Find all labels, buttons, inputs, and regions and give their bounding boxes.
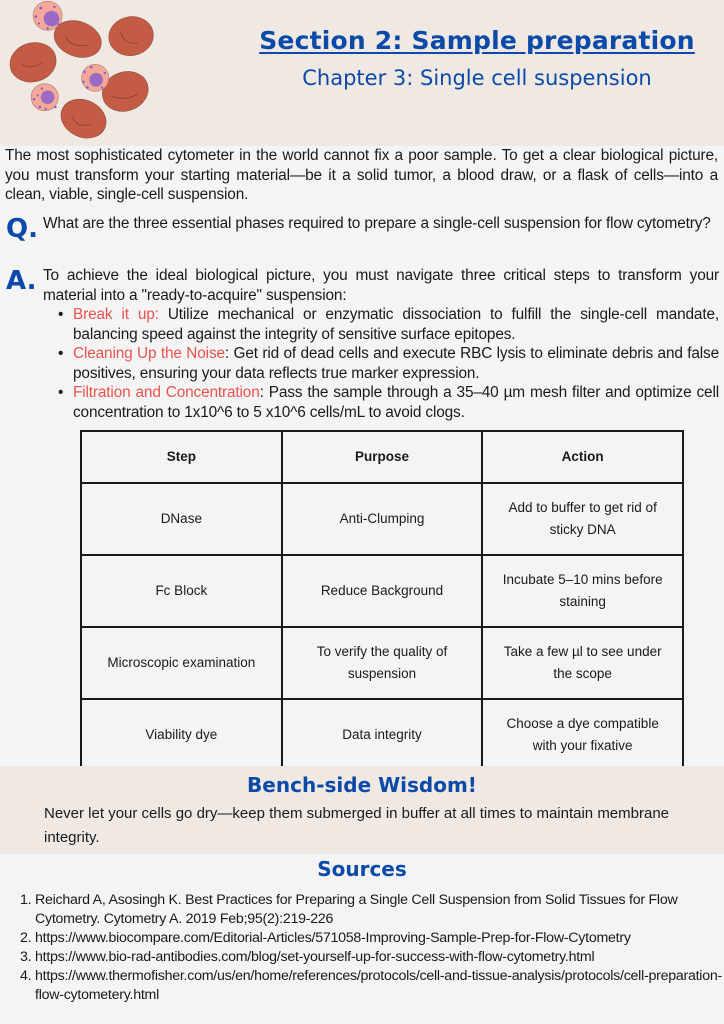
table-cell-purpose: To verify the quality of suspension xyxy=(282,627,483,699)
table-row xyxy=(81,555,683,627)
table-row xyxy=(81,483,683,555)
bullet-text: : Get rid of dead cells and execute RBC lysis to eliminate debris and false positives, ensuring your data reflects true marker expression. xyxy=(73,345,719,382)
bullet-item xyxy=(73,344,719,383)
answer-bullet-list xyxy=(43,305,719,422)
wisdom-text: Never let your cells go dry—keep them submerged in buffer at all times to maintain membrane integrity. xyxy=(44,805,670,846)
bullet-title: Break it up: xyxy=(73,306,159,323)
table-cell-step: DNase xyxy=(81,483,282,555)
column-header-action: Action xyxy=(482,431,683,483)
table-cell-purpose: Data integrity xyxy=(282,699,483,771)
column-header-step: Step xyxy=(81,431,282,483)
bullet-item xyxy=(73,305,719,344)
bench-side-wisdom-box xyxy=(0,766,724,854)
source-link[interactable]: 4. https://www.thermofisher.com/us/en/home/references/protocols/cell-and-tissue-analysis/protocols/cell-preparation-flow-cytometery.html xyxy=(35,967,724,1005)
table-row xyxy=(81,627,683,699)
intro-paragraph: The most sophisticated cytometer in the world cannot fix a poor sample. To get a clear biological picture, you must transform your starting material—be it a solid tumor, a blood draw, or a flask of cells—into a clean, viable, single-cell suspension. xyxy=(5,147,718,203)
question-text: What are the three essential phases required to prepare a single-cell suspension for flow cytometry? xyxy=(43,215,711,232)
answer-body xyxy=(43,266,719,422)
table-cell-action: Add to buffer to get rid of sticky DNA xyxy=(482,483,683,555)
sources-list xyxy=(17,891,724,1005)
bullet-text: Utilize mechanical or enzymatic dissociation to fulfill the single-cell mandate, balancing speed against the integrity of sensitive surface epitopes. xyxy=(73,306,719,343)
preparation-steps-table xyxy=(80,430,684,772)
answer-block xyxy=(6,266,719,422)
table-cell-step: Microscopic examination xyxy=(81,627,282,699)
table-cell-action: Choose a dye compatible with your fixative xyxy=(482,699,683,771)
question-mark-label: Q. xyxy=(6,214,38,244)
table-cell-step: Fc Block xyxy=(81,555,282,627)
answer-mark-label: A. xyxy=(6,266,37,296)
blood-cells-illustration xyxy=(2,0,167,145)
bullet-title: Filtration and Concentration xyxy=(73,384,260,401)
column-header-purpose: Purpose xyxy=(282,431,483,483)
header-banner xyxy=(0,0,724,146)
source-link[interactable]: 3. https://www.bio-rad-antibodies.com/blog/set-yourself-up-for-success-with-flow-cytometry.html xyxy=(35,948,724,967)
section-title: Section 2: Sample preparation xyxy=(259,26,695,55)
source-link[interactable]: 2. https://www.biocompare.com/Editorial-Articles/571058-Improving-Sample-Prep-for-Flow-Cytometry xyxy=(35,929,724,948)
answer-text: To achieve the ideal biological picture, you must navigate three critical steps to transform your material into a "ready-to-acquire" suspension: xyxy=(43,267,719,304)
chapter-subtitle: Chapter 3: Single cell suspension xyxy=(302,66,652,90)
source-item: 1. Reichard A, Asosingh K. Best Practices for Preparing a Single Cell Suspension from Solid Tissues for Flow Cytometry. Cytometry A. 2019 Feb;95(2):219-226 xyxy=(35,891,724,929)
sources-title: Sources xyxy=(317,857,407,881)
bullet-title: Cleaning Up the Noise xyxy=(73,345,225,362)
bullet-text: : Pass the sample through a 35–40 µm mesh filter and optimize cell concentration to 1x10^6 to 5 x10^6 cells/mL to avoid clogs. xyxy=(73,384,719,421)
table-cell-purpose: Anti-Clumping xyxy=(282,483,483,555)
table-cell-action: Incubate 5–10 mins before staining xyxy=(482,555,683,627)
bullet-item xyxy=(73,383,719,422)
wisdom-title: Bench-side Wisdom! xyxy=(247,773,477,797)
question-block xyxy=(6,214,719,244)
table-cell-action: Take a few µl to see under the scope xyxy=(482,627,683,699)
table-cell-purpose: Reduce Background xyxy=(282,555,483,627)
table-header-row xyxy=(81,431,683,483)
table-cell-step: Viability dye xyxy=(81,699,282,771)
table-row xyxy=(81,699,683,771)
